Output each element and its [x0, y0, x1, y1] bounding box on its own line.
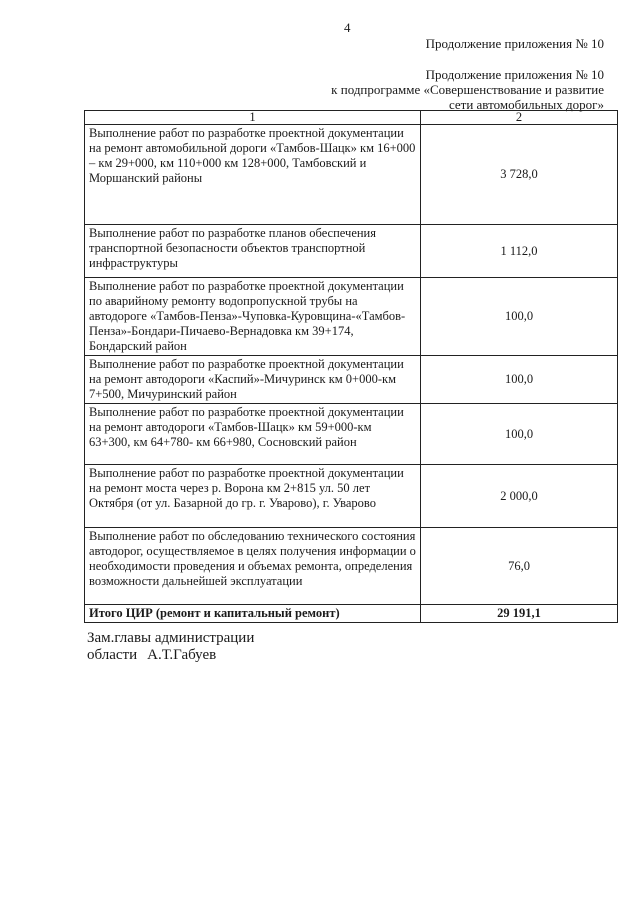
signer-position: Зам.главы администрации: [87, 630, 255, 646]
appendix-header: [331, 67, 604, 112]
work-description: Выполнение работ по обследованию технического состояния автодорог, осуществляемое в целях получения информации о необходимости проведения и объемах ремонта, определения возможности дальнейшей эксплуатации: [85, 528, 421, 605]
table-row: [85, 225, 618, 278]
work-description: Выполнение работ по разработке проектной документации на ремонт автодороги «Тамбов-Шацк» км 59+000-км 63+300, км 64+780- км 66+980, Сосновский район: [85, 404, 421, 465]
appendix-header-line: сети автомобильных дорог»: [448, 97, 604, 112]
table-row: [85, 356, 618, 404]
table-row: [85, 528, 618, 605]
work-amount: 3 728,0: [421, 125, 618, 225]
total-label: Итого ЦИР (ремонт и капитальный ремонт): [85, 605, 421, 623]
appendix-header-line: Продолжение приложения № 10: [425, 67, 604, 82]
column-number: 1: [85, 111, 421, 125]
signer-line: [87, 647, 254, 664]
work-description: Выполнение работ по разработке проектной документации на ремонт автодороги «Каспий»-Мичуринск км 0+000-км 7+500, Мичуринский район: [85, 356, 421, 404]
work-amount: 76,0: [421, 528, 618, 605]
work-amount: 2 000,0: [421, 465, 618, 528]
work-description: Выполнение работ по разработке проектной документации по аварийному ремонту водопропускной трубы на автодороге «Тамбов-Пенза»-Чуповка-Куровщина-«Тамбов-Пенза»-Бондари-Пичаево-Вернадовка км 39+174, Бондарский район: [85, 278, 421, 356]
total-row: [85, 605, 618, 623]
appendix-header-line: к подпрограмме «Совершенствование и развитие: [331, 82, 604, 97]
total-amount: 29 191,1: [421, 605, 618, 623]
works-table: [84, 110, 618, 623]
signer-name: А.Т.Габуев: [147, 647, 217, 663]
table-row: [85, 404, 618, 465]
continuation-header: Продолжение приложения № 10: [425, 36, 604, 51]
table-row: [85, 125, 618, 225]
work-description: Выполнение работ по разработке проектной документации на ремонт моста через р. Ворона км 2+815 ул. 50 лет Октября (от ул. Базарной до гр. г. Уварово), г. Уварово: [85, 465, 421, 528]
column-number: 2: [421, 111, 618, 125]
column-numbers-row: [85, 111, 618, 125]
work-amount: 100,0: [421, 278, 618, 356]
page-number: 4: [344, 20, 351, 35]
table-row: [85, 278, 618, 356]
work-amount: 100,0: [421, 356, 618, 404]
table-row: [85, 465, 618, 528]
signer-region: области: [87, 647, 138, 663]
work-amount: 100,0: [421, 404, 618, 465]
work-amount: 1 112,0: [421, 225, 618, 278]
work-description: Выполнение работ по разработке планов обеспечения транспортной безопасности объектов транспортной инфраструктуры: [85, 225, 421, 278]
work-description: Выполнение работ по разработке проектной документации на ремонт автомобильной дороги «Тамбов-Шацк» км 16+000 – км 29+000, км 110+000 км 128+000, Тамбовский и Моршанский районы: [85, 125, 421, 225]
signature-block: [87, 630, 254, 664]
